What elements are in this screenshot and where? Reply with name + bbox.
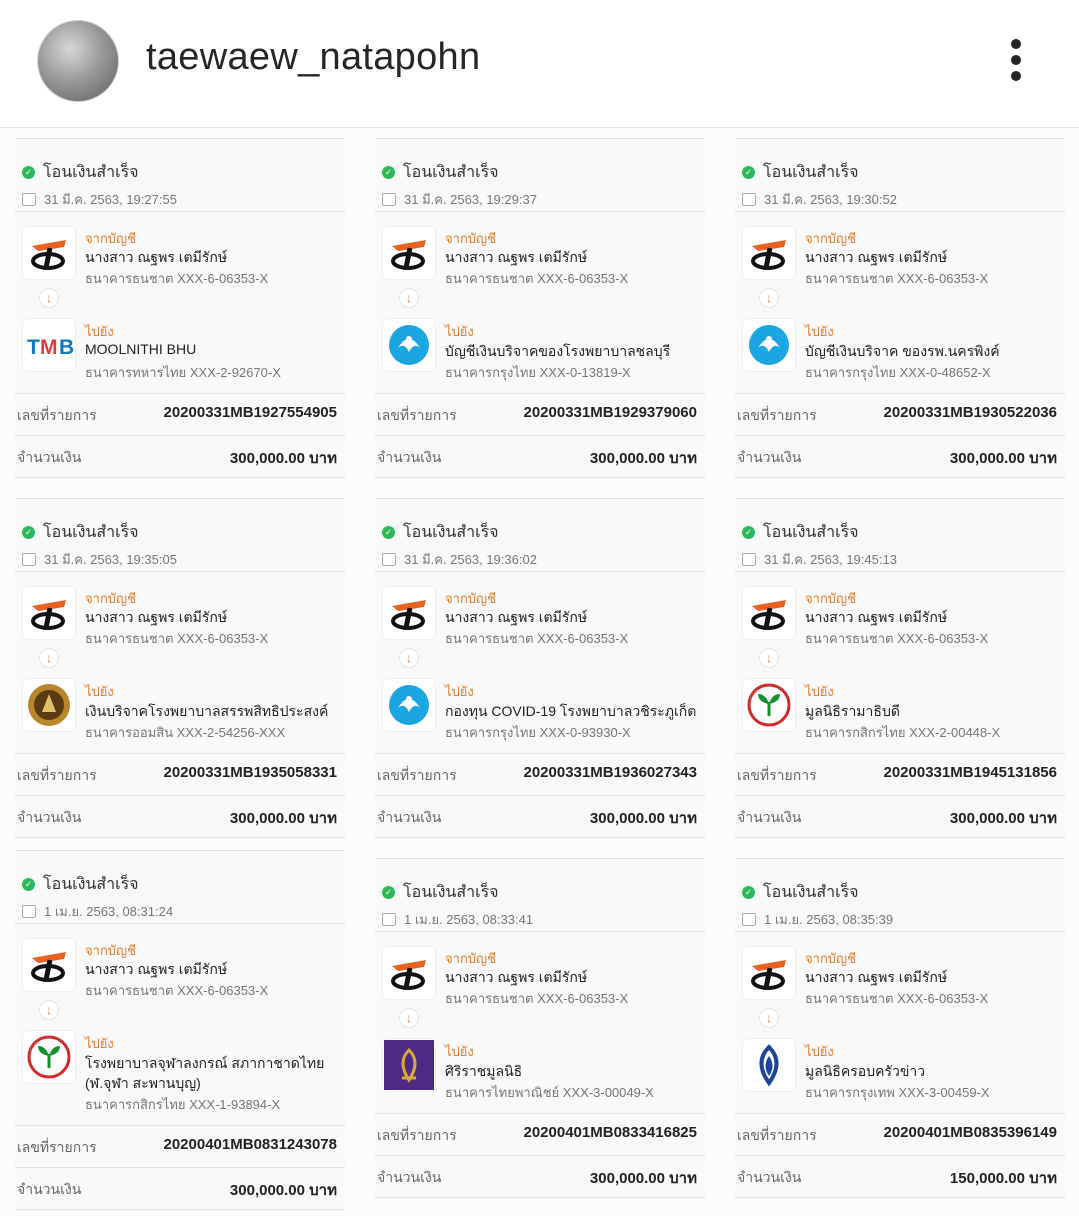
- to-label: ไปยัง: [85, 1036, 114, 1051]
- amount-value: 300,000.00 บาท: [229, 810, 337, 827]
- txn-label: เลขที่รายการ: [737, 407, 817, 423]
- status-row: [742, 160, 859, 185]
- sender-account: ธนาคารธนชาต XXX-6-06353-X: [445, 271, 629, 286]
- success-check-icon: ✓: [382, 526, 395, 539]
- recipient-name: กองทุน COVID-19 โรงพยาบาลวชิระภูเก็ต: [445, 703, 697, 719]
- scb-logo: [382, 1038, 436, 1092]
- txn-label: เลขที่รายการ: [17, 1139, 97, 1155]
- recipient-account: ธนาคารกรุงเทพ XXX-3-00459-X: [805, 1085, 990, 1100]
- sender-name: นางสาว ณฐพร เตมีรักษ์: [445, 969, 588, 985]
- status-row: [382, 160, 499, 185]
- transfer-slip: [375, 498, 705, 840]
- txn-number: 20200331MB1929379060: [523, 404, 697, 421]
- transfer-slip: [735, 858, 1065, 1200]
- sender-name: นางสาว ณฐพร เตมีรักษ์: [445, 249, 588, 265]
- recipient-account: ธนาคารทหารไทย XXX-2-92670-X: [85, 365, 281, 380]
- from-label: จากบัญชี: [805, 231, 856, 246]
- from-label: จากบัญชี: [445, 231, 496, 246]
- arrow-down-icon: ↓: [399, 1008, 419, 1028]
- transaction-date: 31 มี.ค. 2563, 19:35:05: [44, 552, 177, 567]
- date-row: [22, 549, 177, 570]
- sender-name: นางสาว ณฐพร เตมีรักษ์: [805, 249, 948, 265]
- from-label: จากบัญชี: [445, 591, 496, 606]
- tmb-logo: [22, 318, 76, 372]
- recipient-account: ธนาคารไทยพาณิชย์ XXX-3-00049-X: [445, 1085, 654, 1100]
- calendar-icon: [742, 913, 756, 926]
- status-row: [742, 880, 859, 905]
- txn-number: 20200401MB0831243078: [163, 1136, 337, 1153]
- status-row: [382, 880, 499, 905]
- thanachart-logo: [22, 586, 76, 640]
- amount-label: จำนวนเงิน: [17, 449, 82, 465]
- from-label: จากบัญชี: [85, 231, 136, 246]
- to-label: ไปยัง: [85, 684, 114, 699]
- sender-account: ธนาคารธนชาต XXX-6-06353-X: [805, 271, 989, 286]
- transfer-slip: [375, 138, 705, 480]
- from-label: จากบัญชี: [85, 591, 136, 606]
- transaction-date: 1 เม.ย. 2563, 08:33:41: [404, 912, 534, 927]
- sender-name: นางสาว ณฐพร เตมีรักษ์: [85, 609, 228, 625]
- amount-value: 150,000.00 บาท: [949, 1170, 1057, 1187]
- sender-name: นางสาว ณฐพร เตมีรักษ์: [805, 969, 948, 985]
- status-text: โอนเงินสำเร็จ: [763, 884, 859, 901]
- date-row: [382, 549, 537, 570]
- status-text: โอนเงินสำเร็จ: [43, 524, 139, 541]
- calendar-icon: [22, 193, 36, 206]
- success-check-icon: ✓: [742, 526, 755, 539]
- to-label: ไปยัง: [445, 324, 474, 339]
- transaction-date: 31 มี.ค. 2563, 19:45:13: [764, 552, 897, 567]
- txn-label: เลขที่รายการ: [737, 767, 817, 783]
- recipient-account: ธนาคารกรุงไทย XXX-0-13819-X: [445, 365, 631, 380]
- from-label: จากบัญชี: [85, 943, 136, 958]
- txn-number: 20200331MB1935058331: [163, 764, 337, 781]
- from-label: จากบัญชี: [805, 591, 856, 606]
- recipient-account: ธนาคารกสิกรไทย XXX-2-00448-X: [805, 725, 1001, 740]
- to-label: ไปยัง: [445, 1044, 474, 1059]
- calendar-icon: [382, 913, 396, 926]
- recipient-name: เงินบริจาคโรงพยาบาลสรรพสิทธิประสงค์: [85, 703, 329, 719]
- thanachart-logo: [742, 946, 796, 1000]
- amount-label: จำนวนเงิน: [737, 1169, 802, 1185]
- krungthai-logo: [742, 318, 796, 372]
- amount-label: จำนวนเงิน: [377, 449, 442, 465]
- status-text: โอนเงินสำเร็จ: [403, 164, 499, 181]
- recipient-name: มูลนิธิรามาธิบดี: [805, 703, 900, 719]
- success-check-icon: ✓: [742, 166, 755, 179]
- txn-label: เลขที่รายการ: [377, 1127, 457, 1143]
- sender-account: ธนาคารธนชาต XXX-6-06353-X: [85, 983, 269, 998]
- post-header: [0, 0, 1079, 128]
- success-check-icon: ✓: [742, 886, 755, 899]
- recipient-account: ธนาคารกสิกรไทย XXX-1-93894-X: [85, 1097, 281, 1112]
- from-label: จากบัญชี: [805, 951, 856, 966]
- date-row: [742, 909, 893, 930]
- recipient-name: บัญชีเงินบริจาคของโรงพยาบาลชลบุรี: [445, 343, 671, 359]
- recipient-account: ธนาคารกรุงไทย XXX-0-48652-X: [805, 365, 991, 380]
- to-label: ไปยัง: [85, 324, 114, 339]
- arrow-down-icon: ↓: [39, 1000, 59, 1020]
- thanachart-logo: [382, 226, 436, 280]
- slips-grid: [0, 128, 1079, 1216]
- transaction-date: 1 เม.ย. 2563, 08:31:24: [44, 904, 174, 919]
- txn-label: เลขที่รายการ: [377, 407, 457, 423]
- txn-number: 20200401MB0833416825: [523, 1124, 697, 1141]
- recipient-name: MOOLNITHI BHU: [85, 341, 197, 357]
- transfer-slip: [15, 850, 345, 1212]
- krungthai-logo: [382, 678, 436, 732]
- date-row: [382, 909, 533, 930]
- date-row: [742, 549, 897, 570]
- transaction-date: 1 เม.ย. 2563, 08:35:39: [764, 912, 894, 927]
- status-text: โอนเงินสำเร็จ: [403, 884, 499, 901]
- txn-number: 20200331MB1936027343: [523, 764, 697, 781]
- kasikorn-logo: [22, 1030, 76, 1084]
- transfer-slip: [15, 138, 345, 480]
- amount-value: 300,000.00 บาท: [589, 1170, 697, 1187]
- recipient-name: บัญชีเงินบริจาค ของรพ.นครพิงค์: [805, 343, 1000, 359]
- status-text: โอนเงินสำเร็จ: [763, 524, 859, 541]
- transaction-date: 31 มี.ค. 2563, 19:29:37: [404, 192, 537, 207]
- txn-label: เลขที่รายการ: [17, 767, 97, 783]
- transfer-slip: [375, 858, 705, 1200]
- txn-label: เลขที่รายการ: [737, 1127, 817, 1143]
- to-label: ไปยัง: [805, 324, 834, 339]
- calendar-icon: [742, 553, 756, 566]
- calendar-icon: [382, 193, 396, 206]
- date-row: [742, 189, 897, 210]
- amount-label: จำนวนเงิน: [377, 1169, 442, 1185]
- amount-value: 300,000.00 บาท: [229, 1182, 337, 1199]
- amount-value: 300,000.00 บาท: [589, 810, 697, 827]
- recipient-name: ศิริราชมูลนิธิ: [445, 1063, 523, 1079]
- calendar-icon: [22, 553, 36, 566]
- bangkok-bank-logo: [742, 1038, 796, 1092]
- arrow-down-icon: ↓: [759, 1008, 779, 1028]
- amount-label: จำนวนเงิน: [737, 449, 802, 465]
- krungthai-logo: [382, 318, 436, 372]
- txn-label: เลขที่รายการ: [377, 767, 457, 783]
- transaction-date: 31 มี.ค. 2563, 19:36:02: [404, 552, 537, 567]
- svg-text:T: T: [27, 336, 40, 359]
- success-check-icon: ✓: [382, 166, 395, 179]
- date-row: [382, 189, 537, 210]
- status-row: [22, 160, 139, 185]
- svg-text:B: B: [59, 336, 75, 359]
- arrow-down-icon: ↓: [759, 288, 779, 308]
- transfer-slip: [735, 138, 1065, 480]
- txn-label: เลขที่รายการ: [17, 407, 97, 423]
- amount-value: 300,000.00 บาท: [949, 450, 1057, 467]
- txn-number: 20200331MB1930522036: [883, 404, 1057, 421]
- status-row: [22, 872, 139, 897]
- kasikorn-logo: [742, 678, 796, 732]
- date-row: [22, 189, 177, 210]
- txn-number: 20200331MB1927554905: [163, 404, 337, 421]
- status-text: โอนเงินสำเร็จ: [43, 876, 139, 893]
- arrow-down-icon: ↓: [39, 648, 59, 668]
- amount-value: 300,000.00 บาท: [229, 450, 337, 467]
- status-row: [22, 520, 139, 545]
- txn-number: 20200331MB1945131856: [883, 764, 1057, 781]
- arrow-down-icon: ↓: [39, 288, 59, 308]
- thanachart-logo: [382, 586, 436, 640]
- transfer-slip: [15, 498, 345, 840]
- amount-value: 300,000.00 บาท: [949, 810, 1057, 827]
- arrow-down-icon: ↓: [399, 648, 419, 668]
- sender-account: ธนาคารธนชาต XXX-6-06353-X: [85, 271, 269, 286]
- sender-account: ธนาคารธนชาต XXX-6-06353-X: [445, 631, 629, 646]
- success-check-icon: ✓: [22, 526, 35, 539]
- from-label: จากบัญชี: [445, 951, 496, 966]
- username[interactable]: taewaew_natapohn: [146, 36, 481, 78]
- sender-name: นางสาว ณฐพร เตมีรักษ์: [85, 961, 228, 977]
- calendar-icon: [22, 905, 36, 918]
- status-text: โอนเงินสำเร็จ: [43, 164, 139, 181]
- avatar[interactable]: [37, 20, 119, 102]
- svg-text:M: M: [40, 336, 58, 359]
- recipient-account: ธนาคารกรุงไทย XXX-0-93930-X: [445, 725, 631, 740]
- sender-name: นางสาว ณฐพร เตมีรักษ์: [805, 609, 948, 625]
- sender-name: นางสาว ณฐพร เตมีรักษ์: [85, 249, 228, 265]
- thanachart-logo: [22, 226, 76, 280]
- transfer-slip: [735, 498, 1065, 840]
- txn-number: 20200401MB0835396149: [883, 1124, 1057, 1141]
- sender-name: นางสาว ณฐพร เตมีรักษ์: [445, 609, 588, 625]
- sender-account: ธนาคารธนชาต XXX-6-06353-X: [805, 991, 989, 1006]
- calendar-icon: [742, 193, 756, 206]
- amount-label: จำนวนเงิน: [17, 809, 82, 825]
- to-label: ไปยัง: [445, 684, 474, 699]
- more-options-icon[interactable]: [1000, 36, 1032, 84]
- sender-account: ธนาคารธนชาต XXX-6-06353-X: [805, 631, 989, 646]
- thanachart-logo: [22, 938, 76, 992]
- arrow-down-icon: ↓: [399, 288, 419, 308]
- status-row: [742, 520, 859, 545]
- amount-label: จำนวนเงิน: [17, 1181, 82, 1197]
- arrow-down-icon: ↓: [759, 648, 779, 668]
- calendar-icon: [382, 553, 396, 566]
- thanachart-logo: [382, 946, 436, 1000]
- thanachart-logo: [742, 226, 796, 280]
- success-check-icon: ✓: [22, 166, 35, 179]
- thanachart-logo: [742, 586, 796, 640]
- recipient-name: มูลนิธิครอบครัวข่าว: [805, 1063, 926, 1079]
- recipient-name-line2: (ฬ.จุฬา สะพานบุญ): [85, 1075, 201, 1091]
- recipient-account: ธนาคารออมสิน XXX-2-54256-XXX: [85, 725, 286, 740]
- sender-account: ธนาคารธนชาต XXX-6-06353-X: [445, 991, 629, 1006]
- success-check-icon: ✓: [382, 886, 395, 899]
- transaction-date: 31 มี.ค. 2563, 19:30:52: [764, 192, 897, 207]
- amount-value: 300,000.00 บาท: [589, 450, 697, 467]
- gsb-logo: [22, 678, 76, 732]
- amount-label: จำนวนเงิน: [737, 809, 802, 825]
- to-label: ไปยัง: [805, 1044, 834, 1059]
- date-row: [22, 901, 173, 922]
- success-check-icon: ✓: [22, 878, 35, 891]
- recipient-name: โรงพยาบาลจุฬาลงกรณ์ สภากาชาดไทย: [85, 1055, 325, 1071]
- amount-label: จำนวนเงิน: [377, 809, 442, 825]
- to-label: ไปยัง: [805, 684, 834, 699]
- status-text: โอนเงินสำเร็จ: [763, 164, 859, 181]
- status-row: [382, 520, 499, 545]
- status-text: โอนเงินสำเร็จ: [403, 524, 499, 541]
- transaction-date: 31 มี.ค. 2563, 19:27:55: [44, 192, 177, 207]
- sender-account: ธนาคารธนชาต XXX-6-06353-X: [85, 631, 269, 646]
